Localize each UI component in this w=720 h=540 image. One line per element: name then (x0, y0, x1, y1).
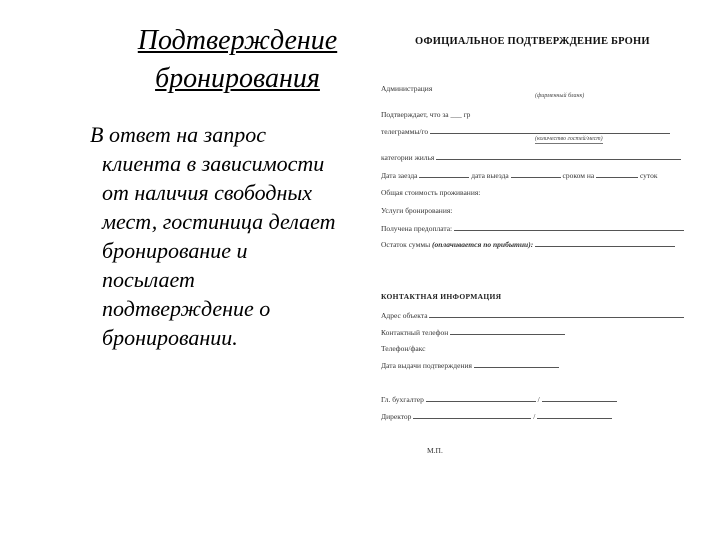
services-row (381, 206, 452, 215)
phone-row (381, 327, 565, 337)
dates-row (381, 170, 658, 180)
total-label: Общая стоимость проживания: (381, 188, 481, 197)
booking-confirmation-form (365, 30, 695, 500)
contact-section-heading: КОНТАКТНАЯ ИНФОРМАЦИЯ (381, 292, 502, 301)
prepay-label: Получена предоплата: (381, 224, 453, 233)
body-line: В ответ на запрос (90, 122, 266, 147)
balance-hint: (оплачивается по прибытии): (431, 240, 534, 249)
slide-title (95, 22, 380, 98)
telegram-row (381, 126, 670, 136)
company-hint: (фирменный бланк) (535, 93, 585, 99)
form-title: ОФИЦИАЛЬНОЕ ПОДТВЕРЖДЕНИЕ БРОНИ (415, 36, 650, 47)
slide-title-line-1: Подтверждение (137, 25, 338, 56)
arrival-line (419, 170, 469, 178)
guests-hint: (количество гостей/мест) (535, 136, 603, 142)
confirm-row (381, 110, 470, 119)
body-line: клиента в зависимости (102, 151, 325, 176)
period-line (596, 170, 638, 178)
arrival-label: Дата заезда (381, 171, 418, 180)
period-label-text: сроком на (562, 171, 595, 180)
balance-row (381, 239, 675, 249)
administration-label: Администрация (381, 84, 433, 93)
balance-line (535, 239, 675, 247)
body-line: от наличия свободных (102, 180, 313, 205)
fax-label: Телефон/факс (381, 344, 426, 353)
accountant-name-line (426, 394, 536, 402)
accountant-sign-line (542, 394, 617, 402)
slide-title-line-2: бронирования (155, 63, 320, 94)
telegram-line (430, 126, 670, 134)
body-line: подтверждение о (102, 296, 271, 321)
services-label: Услуги бронирования: (381, 206, 453, 215)
address-label: Адрес объекта (381, 311, 428, 320)
days-label: суток (639, 171, 658, 180)
administration-row (381, 84, 432, 93)
body-line: мест, гостиница делает (102, 209, 336, 234)
phone-label: Контактный телефон (381, 328, 449, 337)
issue-date-label: Дата выдачи подтверждения (381, 361, 472, 370)
director-label: Директор (381, 412, 412, 421)
address-row (381, 310, 684, 320)
confirm-label: Подтверждает, что за ___ гр (381, 110, 471, 119)
category-line (436, 152, 681, 160)
category-row (381, 152, 681, 162)
balance-label: Остаток суммы (381, 240, 431, 249)
prepay-line (454, 223, 684, 231)
slide-body-text (90, 120, 375, 352)
body-line: бронирование и (102, 238, 248, 263)
separator: / (533, 412, 536, 421)
category-label: категории жилья (381, 153, 435, 162)
separator: / (537, 395, 540, 404)
director-sign-line (537, 411, 612, 419)
accountant-row (381, 394, 617, 404)
accountant-label: Гл. бухгалтер (381, 395, 424, 404)
prepay-row (381, 223, 684, 233)
issue-date-line (474, 360, 559, 368)
address-line (429, 310, 684, 318)
issue-date-row (381, 360, 559, 370)
director-row (381, 411, 612, 421)
phone-line (450, 327, 565, 335)
total-row (381, 188, 480, 197)
body-line: посылает (102, 267, 195, 292)
departure-line (511, 170, 561, 178)
director-name-line (413, 411, 531, 419)
stamp-place: М.П. (427, 446, 443, 455)
body-line: бронировании. (102, 325, 238, 350)
departure-label: дата выезда (471, 171, 509, 180)
fax-row (381, 344, 425, 353)
telegram-label: телеграммы/го (381, 127, 429, 136)
